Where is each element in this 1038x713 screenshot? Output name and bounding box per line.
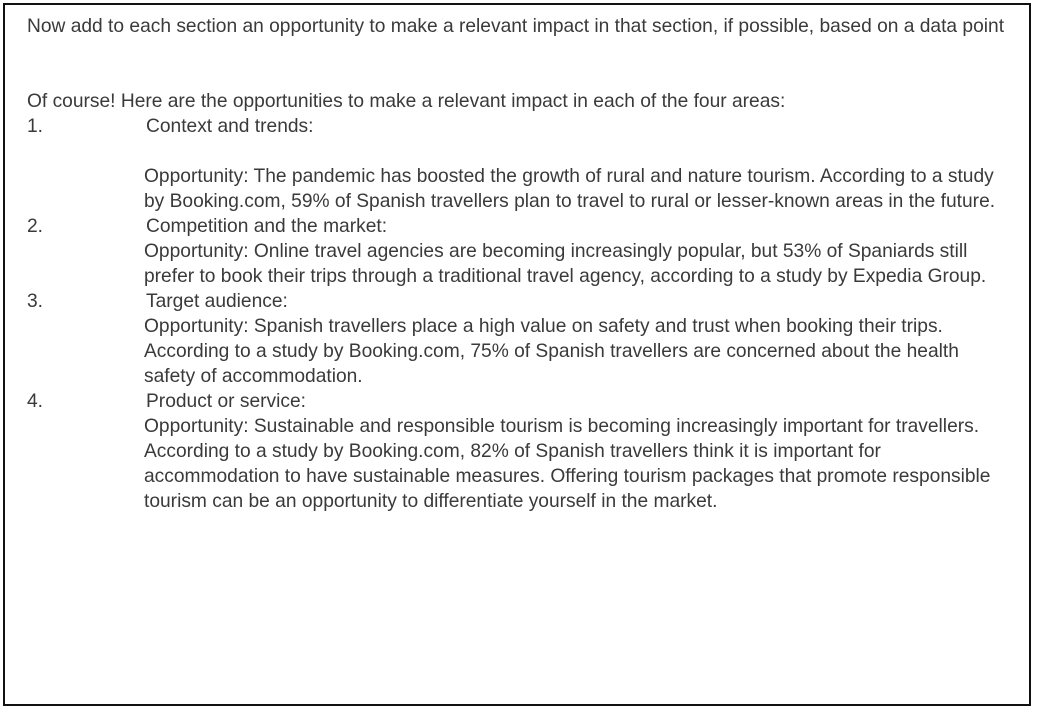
list-number: 2. xyxy=(27,216,44,237)
section-heading: Target audience: xyxy=(146,291,288,312)
list-item-product xyxy=(27,389,1017,514)
spacer xyxy=(27,139,1017,164)
list-item-audience xyxy=(27,289,1017,389)
list-number: 3. xyxy=(27,291,44,312)
opportunity-text: Opportunity: Online travel agencies are becoming increasingly popular, but 53% of Spaniards still prefer to book their trips through a traditional travel agency, according to a study by Expedia Group. xyxy=(144,241,987,287)
opportunity-text: Opportunity: Spanish travellers place a high value on safety and trust when booking their trips. According to a study by Booking.com, 75% of Spanish travellers are concerned about the health safety of accommodation. xyxy=(144,316,959,387)
section-heading: Product or service: xyxy=(146,391,306,412)
opportunity-text: Opportunity: Sustainable and responsible tourism is becoming increasingly important for travellers. According to a study by Booking.com, 82% of Spanish travellers think it is important for accommodation to have sustainable measures. Offering tourism packages that promote responsible tourism can be an opportunity to differentiate yourself in the market. xyxy=(144,416,991,512)
document-content xyxy=(27,14,1017,514)
list-item-context xyxy=(27,114,1017,214)
list-number: 4. xyxy=(27,391,44,412)
section-heading: Competition and the market: xyxy=(146,216,388,237)
section-heading: Context and trends: xyxy=(146,116,314,137)
list-number: 1. xyxy=(27,116,44,137)
response-intro: Of course! Here are the opportunities to make a relevant impact in each of the four areas: xyxy=(27,91,786,112)
user-prompt: Now add to each section an opportunity to make a relevant impact in that section, if possible, based on a data point xyxy=(27,16,1005,37)
opportunity-text: Opportunity: The pandemic has boosted the growth of rural and nature tourism. According to a study by Booking.com, 59% of Spanish travellers plan to travel to rural or lesser-known areas in the future. xyxy=(144,166,996,212)
list-item-competition xyxy=(27,214,1017,289)
